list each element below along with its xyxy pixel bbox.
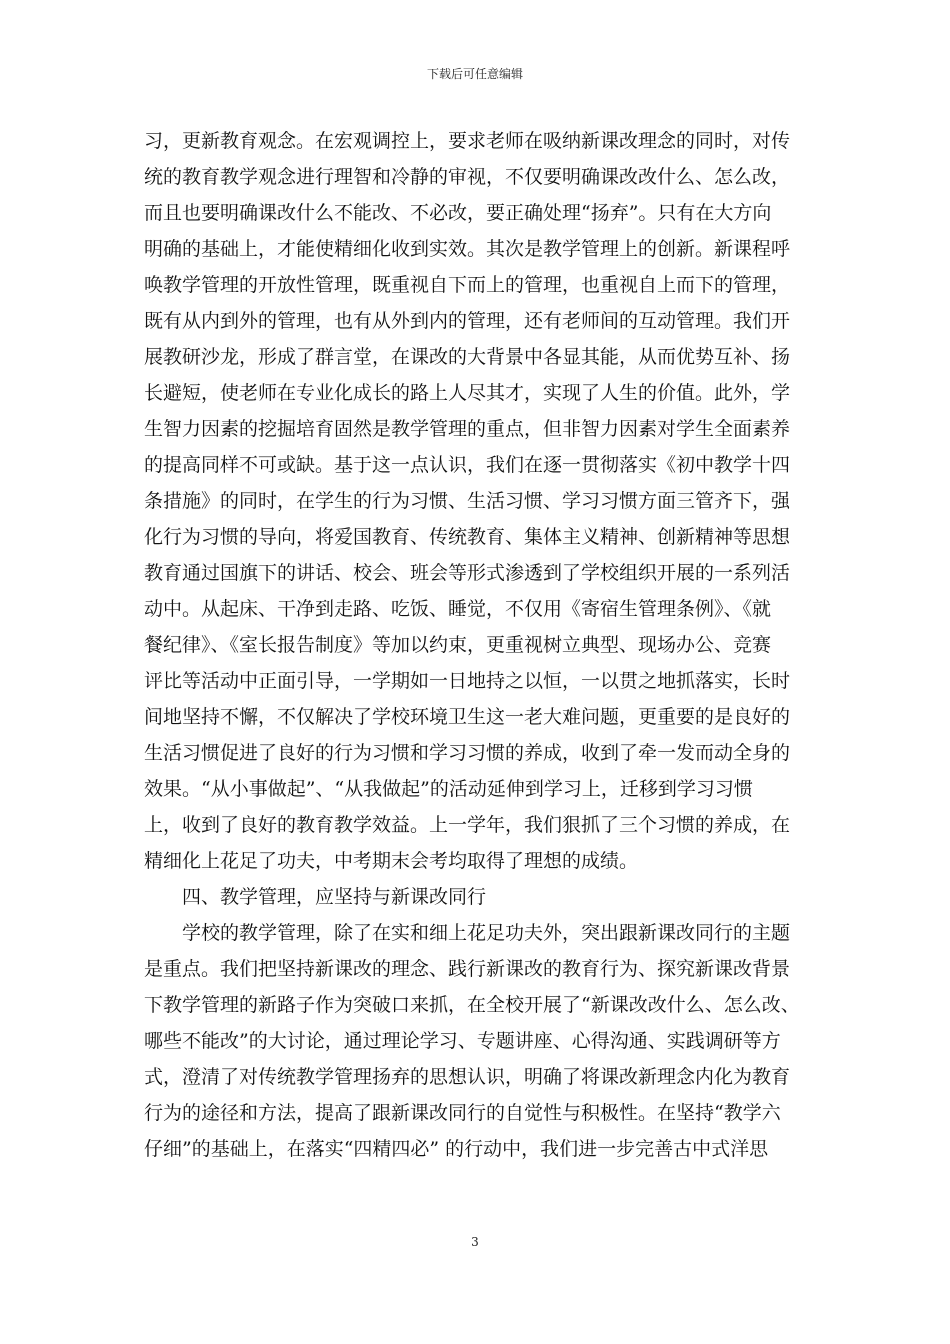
body-line: 上，收到了良好的教育教学效益。上一学年，我们狠抓了三个习惯的养成，在 bbox=[144, 814, 791, 836]
body-line: 效果。“从小事做起”、“从我做起”的活动延伸到学习上，迁移到学习习惯 bbox=[144, 778, 753, 800]
body-line: 条措施》的同时，在学生的行为习惯、生活习惯、学习习惯方面三管齐下，强 bbox=[144, 490, 791, 512]
body-line: 哪些不能改”的大讨论，通过理论学习、专题讲座、心得沟通、实践调研等方 bbox=[144, 1030, 781, 1052]
body-line: 下教学管理的新路子作为突破口来抓，在全校开展了“新课改改什么、怎么改、 bbox=[144, 994, 800, 1016]
page-header: 下载后可任意编辑 bbox=[426, 67, 523, 81]
body-line: 仔细”的基础上，在落实“四精四必” 的行动中，我们进一步完善古中式洋思 bbox=[144, 1138, 769, 1160]
body-line: 精细化上花足了功夫，中考期末会考均取得了理想的成绩。 bbox=[144, 850, 639, 872]
body-line: 的提高同样不可或缺。基于这一点认识，我们在逐一贯彻落实《初中教学十四 bbox=[144, 454, 791, 476]
body-line: 生活习惯促进了良好的行为习惯和学习习惯的养成，收到了牵一发而动全身的 bbox=[144, 742, 791, 764]
body-line: 评比等活动中正面引导，一学期如一日地持之以恒，一以贯之地抓落实，长时 bbox=[144, 670, 791, 692]
body-line: 行为的途径和方法，提高了跟新课改同行的自觉性与积极性。在坚持“教学六 bbox=[144, 1102, 781, 1124]
body-line: 间地坚持不懈，不仅解决了学校环境卫生这一老大难问题，更重要的是良好的 bbox=[144, 706, 791, 728]
body-line: 教育通过国旗下的讲话、校会、班会等形式渗透到了学校组织开展的一系列活 bbox=[144, 562, 791, 584]
body-line: 学校的教学管理，除了在实和细上花足功夫外，突出跟新课改同行的主题 bbox=[144, 922, 791, 944]
body-line: 生智力因素的挖掘培育固然是教学管理的重点，但非智力因素对学生全面素养 bbox=[144, 418, 791, 440]
body-line: 化行为习惯的导向，将爱国教育、传统教育、集体主义精神、创新精神等思想 bbox=[144, 526, 791, 548]
document-body bbox=[144, 123, 814, 1167]
body-line: 统的教育教学观念进行理智和冷静的审视，不仅要明确课改改什么、怎么改， bbox=[144, 166, 791, 188]
body-line: 而且也要明确课改什么不能改、不必改，要正确处理“扬弃”。只有在大方向 bbox=[144, 202, 772, 224]
body-line: 习，更新教育观念。在宏观调控上，要求老师在吸纳新课改理念的同时，对传 bbox=[144, 130, 791, 152]
body-line: 动中。从起床、干净到走路、吃饭、睡觉，不仅用《寄宿生管理条例》、《就 bbox=[144, 598, 772, 620]
body-line: 唤教学管理的开放性管理，既重视自下而上的管理，也重视自上而下的管理， bbox=[144, 274, 791, 296]
body-line: 明确的基础上，才能使精细化收到实效。其次是教学管理上的创新。新课程呼 bbox=[144, 238, 791, 260]
body-line: 展教研沙龙，形成了群言堂，在课改的大背景中各显其能，从而优势互补、扬 bbox=[144, 346, 791, 368]
body-line: 式，澄清了对传统教学管理扬弃的思想认识，明确了将课改新理念内化为教育 bbox=[144, 1066, 791, 1088]
body-line: 长避短，使老师在专业化成长的路上人尽其才，实现了人生的价值。此外，学 bbox=[144, 382, 791, 404]
body-line: 餐纪律》、《室长报告制度》等加以约束，更重视树立典型、现场办公、竞赛 bbox=[144, 634, 772, 656]
body-line: 是重点。我们把坚持新课改的理念、践行新课改的教育行为、探究新课改背景 bbox=[144, 958, 791, 980]
page-number: 3 bbox=[471, 1235, 479, 1249]
body-line: 既有从内到外的管理，也有从外到内的管理，还有老师间的互动管理。我们开 bbox=[144, 310, 791, 332]
section-heading: 四、教学管理，应坚持与新课改同行 bbox=[144, 886, 487, 908]
